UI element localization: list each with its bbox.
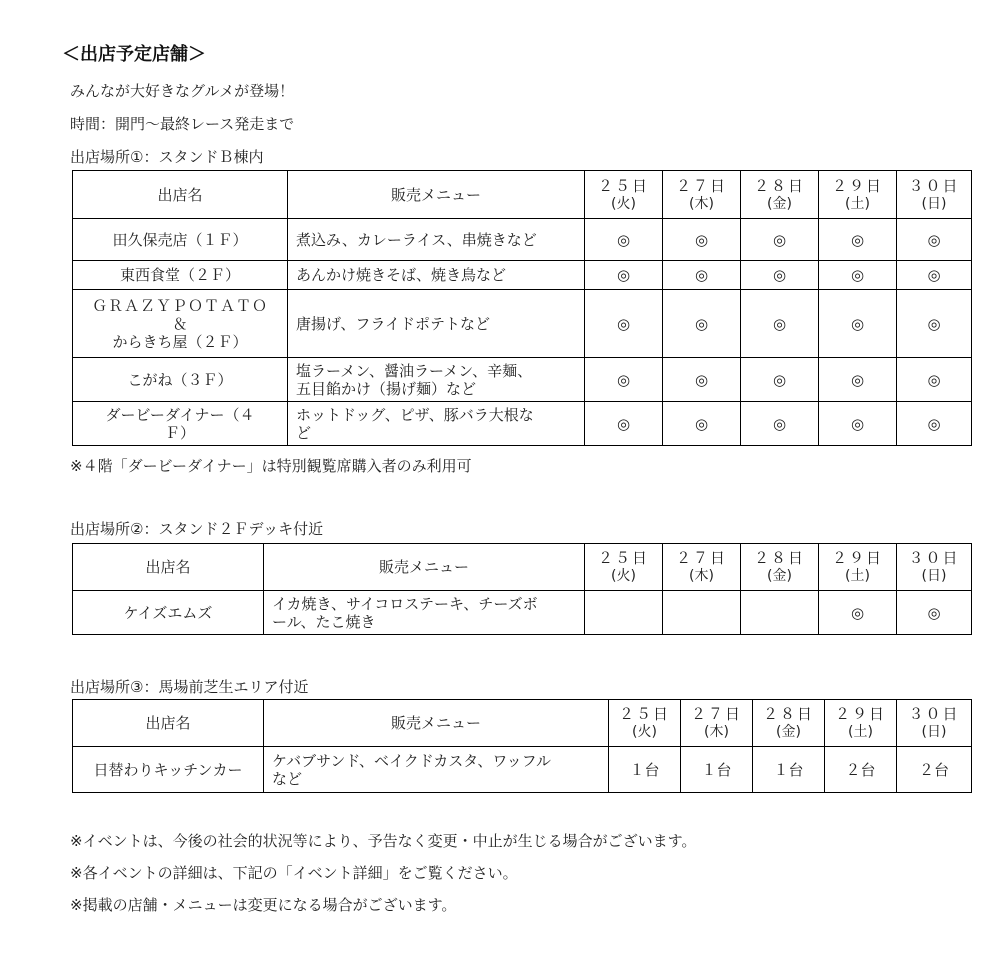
footnote: ※イベントは、今後の社会的状況等により、予告なく変更・中止が生じる場合がございます。 [70,832,697,850]
availability-mark: ◎ [819,402,897,446]
vehicle-count: １台 [681,747,753,793]
venue3-table [72,699,972,793]
vehicle-count: １台 [753,747,825,793]
col-shop-header: 出店名 [73,171,288,219]
day-header: ２７日 (木) [663,171,741,219]
day-header: ２８日 (金) [741,171,819,219]
section-heading: ＜出店予定店舗＞ [62,44,206,65]
table-row [73,261,972,290]
venue1-label: 出店場所①：スタンドＢ棟内 [70,148,264,166]
menu-text: ケバブサンド、ベイクドカスタ、ワッフル など [264,747,609,793]
venue2-header-row [73,544,972,591]
footnote: ※掲載の店舗・メニューは変更になる場合がございます。 [70,896,457,914]
menu-text: 煮込み、カレーライス、串焼きなど [288,219,585,261]
intro-line: みんなが大好きなグルメが登場！ [70,82,295,100]
availability-mark: ◎ [741,261,819,290]
day-header: ２９日 (土) [819,544,897,591]
availability-mark: ◎ [741,358,819,402]
availability-mark [741,591,819,635]
col-shop-header: 出店名 [73,544,264,591]
availability-mark: ◎ [585,261,663,290]
table-row [73,290,972,358]
availability-mark [663,591,741,635]
day-header: ２９日 (土) [825,700,897,747]
col-menu-header: 販売メニュー [264,544,585,591]
day-header: ３０日 (日) [897,171,972,219]
venue1-header-row [73,171,972,219]
footnote: ※各イベントの詳細は、下記の「イベント詳細」をご覧ください。 [70,864,518,882]
shop-name: ダービーダイナー（４ Ｆ） [73,402,288,446]
availability-mark: ◎ [585,402,663,446]
day-header: ２７日 (木) [663,544,741,591]
vehicle-count: ２台 [825,747,897,793]
availability-mark: ◎ [585,358,663,402]
availability-mark: ◎ [585,290,663,358]
venue2-table [72,543,972,635]
menu-text: 塩ラーメン、醤油ラーメン、辛麺、 五目餡かけ（揚げ麺）など [288,358,585,402]
venue3-label: 出店場所③：馬場前芝生エリア付近 [70,678,309,696]
day-header: ２５日 (火) [585,171,663,219]
shop-name: ケイズエムズ [73,591,264,635]
availability-mark: ◎ [897,358,972,402]
day-header: ２５日 (火) [609,700,681,747]
menu-text: あんかけ焼きそば、焼き鳥など [288,261,585,290]
availability-mark: ◎ [897,402,972,446]
availability-mark: ◎ [819,591,897,635]
availability-mark: ◎ [819,219,897,261]
hours-line: 時間：開門〜最終レース発走まで [70,115,295,133]
day-header: ３０日 (日) [897,700,972,747]
availability-mark: ◎ [741,290,819,358]
menu-text: 唐揚げ、フライドポテトなど [288,290,585,358]
availability-mark: ◎ [663,402,741,446]
availability-mark: ◎ [819,358,897,402]
col-menu-header: 販売メニュー [288,171,585,219]
vehicle-count: ２台 [897,747,972,793]
shop-name: ＧＲＡＺＹＰＯＴＡＴＯ ＆ からきち屋（２Ｆ） [73,290,288,358]
table-row [73,358,972,402]
availability-mark [585,591,663,635]
availability-mark: ◎ [663,358,741,402]
availability-mark: ◎ [741,219,819,261]
shop-name: 東西食堂（２Ｆ） [73,261,288,290]
day-header: ２７日 (木) [681,700,753,747]
shop-name: 日替わりキッチンカー [73,747,264,793]
col-menu-header: 販売メニュー [264,700,609,747]
table-row [73,747,972,793]
availability-mark: ◎ [897,290,972,358]
table-row [73,219,972,261]
venue1-table [72,170,972,446]
vehicle-count: １台 [609,747,681,793]
availability-mark: ◎ [897,219,972,261]
availability-mark: ◎ [741,402,819,446]
venue1-note: ※４階「ダービーダイナー」は特別観覧席購入者のみ利用可 [70,457,472,475]
availability-mark: ◎ [819,290,897,358]
availability-mark: ◎ [663,219,741,261]
availability-mark: ◎ [663,290,741,358]
availability-mark: ◎ [897,591,972,635]
venue3-header-row [73,700,972,747]
day-header: ２５日 (火) [585,544,663,591]
shop-name: こがね（３Ｆ） [73,358,288,402]
shop-name: 田久保売店（１Ｆ） [73,219,288,261]
table-row [73,591,972,635]
table-row [73,402,972,446]
day-header: ２８日 (金) [753,700,825,747]
venue2-label: 出店場所②：スタンド２Ｆデッキ付近 [70,520,324,538]
availability-mark: ◎ [897,261,972,290]
day-header: ２８日 (金) [741,544,819,591]
availability-mark: ◎ [819,261,897,290]
day-header: ３０日 (日) [897,544,972,591]
menu-text: ホットドッグ、ピザ、豚バラ大根な ど [288,402,585,446]
col-shop-header: 出店名 [73,700,264,747]
day-header: ２９日 (土) [819,171,897,219]
menu-text: イカ焼き、サイコロステーキ、チーズボ ール、たこ焼き [264,591,585,635]
availability-mark: ◎ [585,219,663,261]
availability-mark: ◎ [663,261,741,290]
